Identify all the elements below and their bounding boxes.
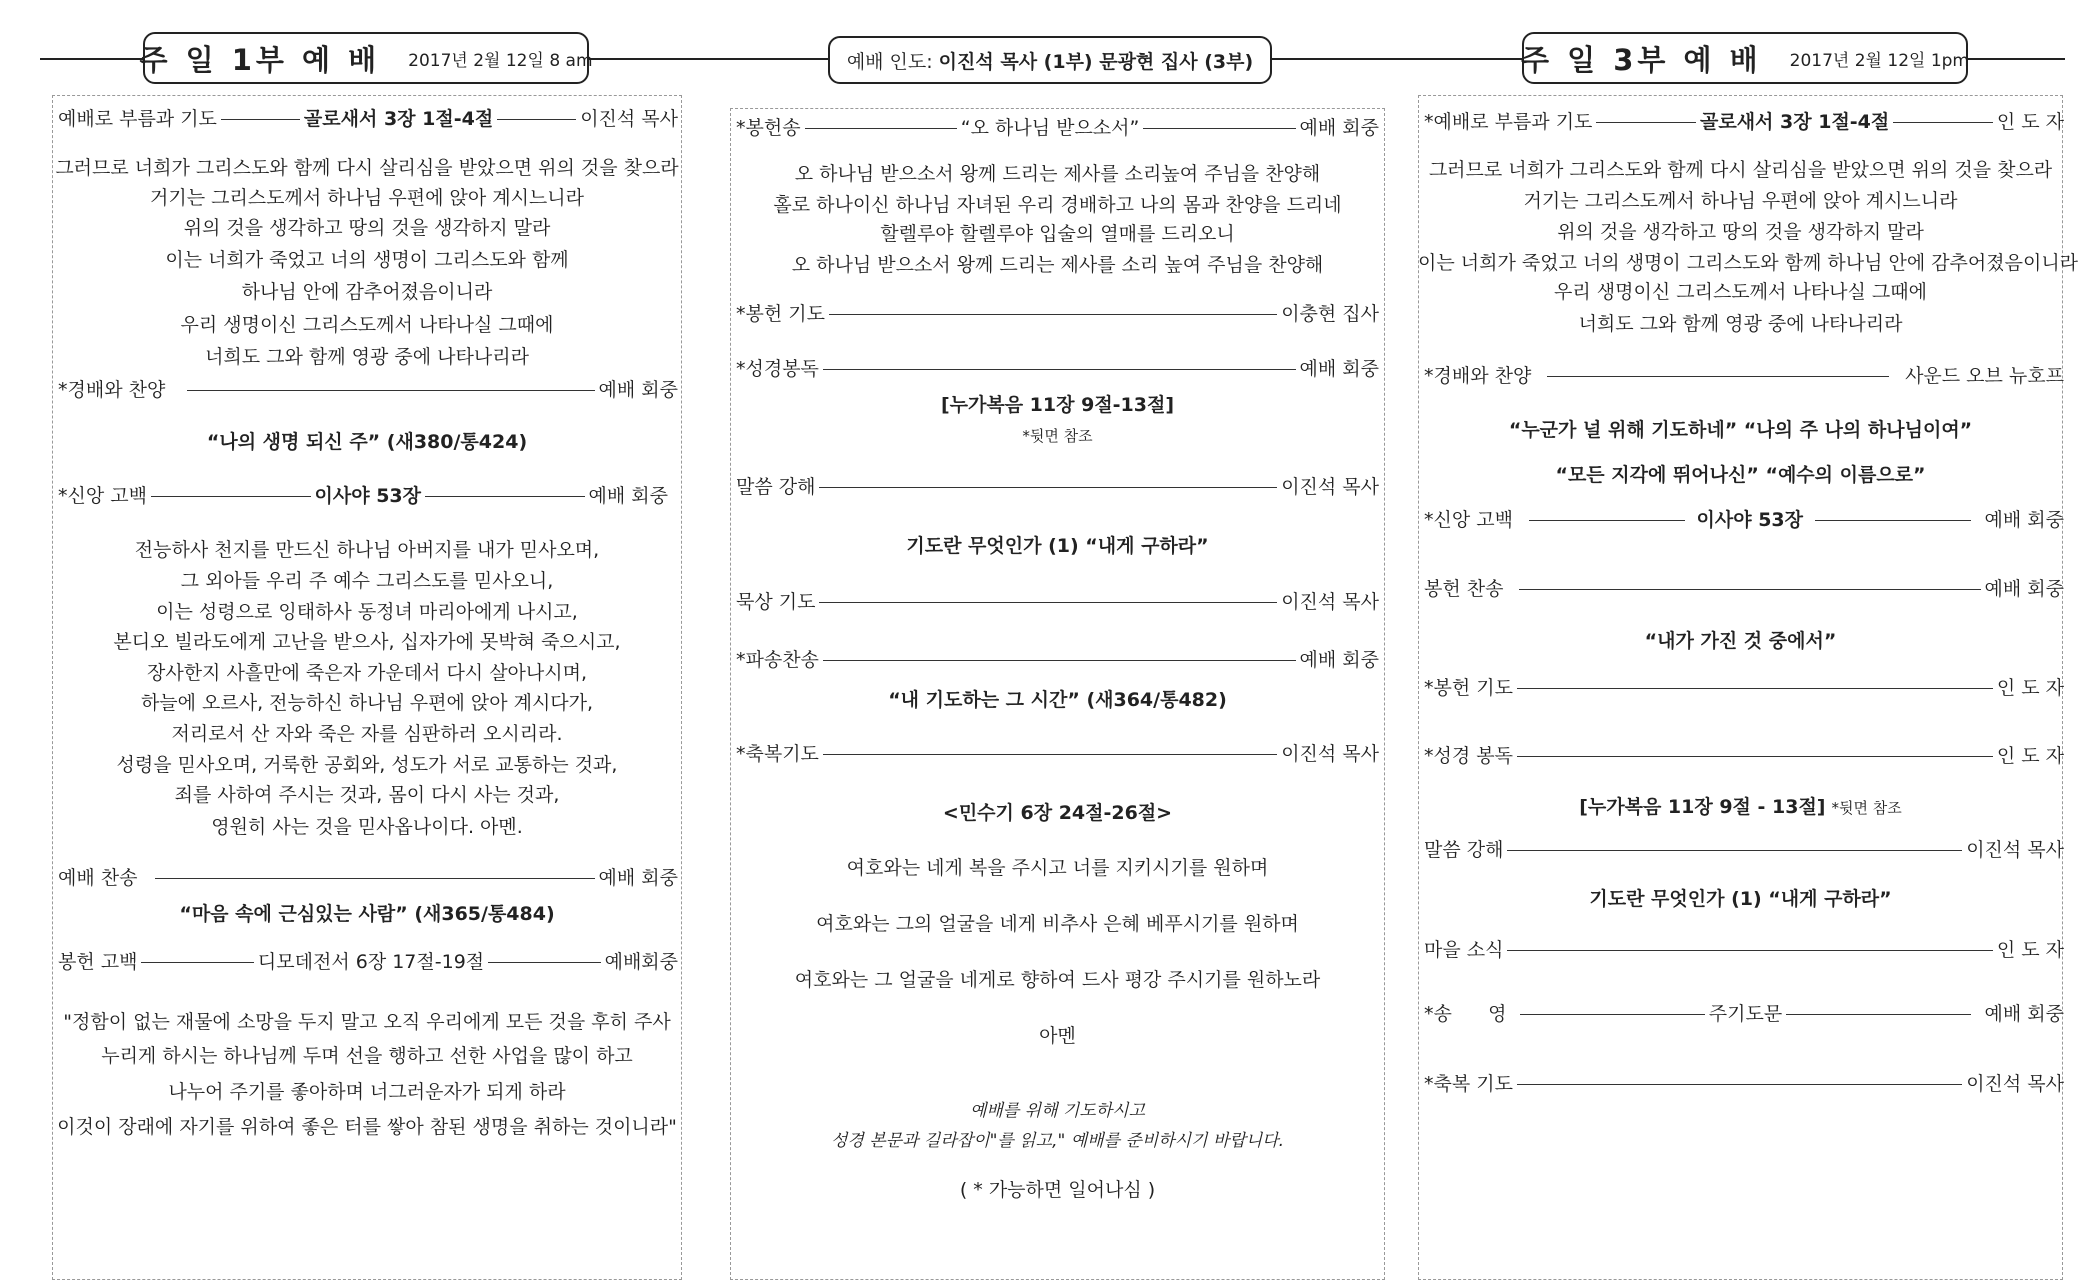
sending-hymn-title: “내 기도하는 그 시간” (새364/통482) xyxy=(888,689,1227,711)
creed-label: *신앙 고백 xyxy=(1424,509,1513,531)
text-line: 아멘 xyxy=(1039,1025,1076,1047)
text-line: 하늘에 오르사, 전능하신 하나님 우편에 앉아 계시다가, xyxy=(140,692,594,714)
leaders-names: 이진석 목사 (1부) 문광현 집사 (3부) xyxy=(938,50,1254,73)
benediction-leader: 이진석 목사 xyxy=(1281,743,1379,765)
offering-hymn-label: 봉헌 찬송 xyxy=(1424,578,1504,600)
creed-leader: 예배 회중 xyxy=(588,485,669,507)
text-line: 나누어 주기를 좋아하며 너그러운자가 되게 하라 xyxy=(168,1081,566,1103)
leader-line xyxy=(1815,520,1971,521)
text-line: 죄를 사하여 주시는 것과, 몸이 다시 사는 것과, xyxy=(174,784,560,806)
leader-line xyxy=(221,119,300,120)
call-leader: 이진석 목사 xyxy=(580,108,678,130)
praise-leader: 사운드 오브 뉴호프 xyxy=(1905,365,2064,387)
leader-line xyxy=(829,314,1277,315)
silent-prayer-label: 묵상 기도 xyxy=(736,591,816,613)
announcements-label: 마을 소식 xyxy=(1424,939,1504,961)
reading-label: *성경봉독 xyxy=(736,358,819,380)
call-label: *예배로 부름과 기도 xyxy=(1424,111,1593,133)
text-line: 너희도 그와 함께 영광 중에 나타나리라 xyxy=(205,346,529,368)
offering-hymn-line xyxy=(1424,577,2064,601)
reading-leader: 인 도 자 xyxy=(1996,745,2064,767)
leader-line xyxy=(1893,122,1993,123)
benediction-line xyxy=(1424,1072,2064,1096)
praise-leader: 예배 회중 xyxy=(598,379,678,401)
leader-line xyxy=(1517,688,1993,689)
praise-songs: “모든 지각에 뛰어나신” “예수의 이름으로” xyxy=(1555,464,1926,486)
service-3-header xyxy=(1522,32,1968,84)
lyric-line: 할렐루야 할렐루야 입술의 열매를 드리오니 xyxy=(880,223,1235,245)
text-line: 여호와는 그의 얼굴을 네게 비추사 은혜 베푸시기를 원하며 xyxy=(816,913,1299,935)
leader-line xyxy=(1529,520,1685,521)
reading-reference: [누가복음 11장 9절 - 13절] xyxy=(1579,796,1826,818)
text-line: 이는 너희가 죽었고 너의 생명이 그리스도와 함께 xyxy=(165,249,569,271)
standing-note: ( * 가능하면 일어나심 ) xyxy=(959,1179,1156,1201)
lyric-line: 홀로 하나이신 하나님 자녀된 우리 경배하고 나의 몸과 찬양을 드리네 xyxy=(773,194,1342,216)
sending-hymn-label: *파송찬송 xyxy=(736,649,819,671)
offering-leader: 예배회중 xyxy=(604,951,679,973)
offertory-song: “오 하나님 받으소서” xyxy=(960,117,1140,139)
text-line: 누리게 하시는 하나님께 두며 선을 행하고 선한 사업을 많이 하고 xyxy=(101,1045,633,1067)
text-line: 우리 생명이신 그리스도께서 나타나실 그때에 xyxy=(180,314,554,336)
creed-scripture: 이사야 53장 xyxy=(1696,509,1803,531)
leaders-prefix: 예배 인도: xyxy=(846,50,933,73)
sermon-line xyxy=(1424,838,2064,862)
leader-line xyxy=(187,390,594,391)
leader-line xyxy=(805,128,957,129)
offertory-leader: 예배 회중 xyxy=(1299,117,1380,139)
offering-prayer-line xyxy=(1424,676,2064,700)
lyric-line: 오 하나님 받으소서 왕께 드리는 제사를 소리 높여 주님을 찬양해 xyxy=(791,254,1324,276)
announcements-line xyxy=(1424,938,2064,962)
call-leader: 인 도 자 xyxy=(1996,111,2064,133)
sermon-title: 기도란 무엇인가 (1) “내게 구하라” xyxy=(1589,888,1892,910)
text-line: 장사한지 사흘만에 죽은자 가운데서 다시 살아나시며, xyxy=(146,662,588,684)
service-1-header xyxy=(139,32,593,84)
offering-prayer-label: *봉헌 기도 xyxy=(736,303,825,325)
offertory-line xyxy=(736,116,1379,140)
text-line: 여호와는 그 얼굴을 네게로 향하여 드사 평강 주시기를 원하노라 xyxy=(794,969,1321,991)
announcements-leader: 인 도 자 xyxy=(1996,939,2064,961)
reading-label: *성경 봉독 xyxy=(1424,745,1513,767)
offertory-label: *봉헌송 xyxy=(736,117,801,139)
benediction-label: *축복 기도 xyxy=(1424,1073,1513,1095)
leader-line xyxy=(819,487,1277,488)
hymn-leader: 예배 회중 xyxy=(598,867,678,889)
offering-prayer-line xyxy=(736,302,1379,326)
doxology-line xyxy=(1424,1002,2064,1026)
praise-songs: “누군가 널 위해 기도하네” “나의 주 나의 하나님이여” xyxy=(1508,419,1973,441)
sermon-leader: 이진석 목사 xyxy=(1966,839,2064,861)
text-line: 성령을 믿사오며, 거룩한 공회와, 성도가 서로 교통하는 것과, xyxy=(116,754,618,776)
preparation-note: 성경 본문과 길라잡이"를 읽고," 예배를 준비하시기 바랍니다. xyxy=(831,1131,1284,1151)
praise-label: *경배와 찬양 xyxy=(1424,365,1532,387)
leader-line xyxy=(1596,122,1696,123)
offering-confession-line xyxy=(58,950,678,974)
offering-scripture: 디모데전서 6장 17절-19절 xyxy=(257,951,485,973)
leader-line xyxy=(151,496,311,497)
doxology-leader: 예배 회중 xyxy=(1984,1003,2064,1025)
reading-leader: 예배 회중 xyxy=(1299,358,1379,380)
scripture-reading-line xyxy=(736,357,1379,381)
sermon-line xyxy=(736,475,1379,499)
leader-line xyxy=(497,119,576,120)
benediction-leader: 이진석 목사 xyxy=(1966,1073,2064,1095)
text-line: 전능하사 천지를 만드신 하나님 아버지를 내가 믿사오며, xyxy=(134,539,600,561)
offering-prayer-leader: 인 도 자 xyxy=(1996,677,2064,699)
hymn-label: 예배 찬송 xyxy=(58,867,138,889)
text-line: 이는 성령으로 잉태하사 동정녀 마리아에게 나시고, xyxy=(156,601,578,623)
reading-reference-row xyxy=(1418,795,2063,820)
doxology-label: *송 영 xyxy=(1424,1003,1507,1025)
leader-line xyxy=(1520,1014,1704,1015)
text-line: 그 외아들 우리 주 예수 그리스도를 믿사오니, xyxy=(180,570,554,592)
text-line: 본디오 빌라도에게 고난을 받으사, 십자가에 못박혀 죽으시고, xyxy=(113,631,621,653)
benediction-line xyxy=(736,742,1379,766)
offering-label: 봉헌 고백 xyxy=(58,951,138,973)
hymn-song-title: “마음 속에 근심있는 사람” (새365/통484) xyxy=(179,903,555,925)
leader-line xyxy=(141,962,253,963)
leader-line xyxy=(1786,1014,1970,1015)
creed-scripture: 이사야 53장 xyxy=(314,485,421,507)
service-3-date: 2017년 2월 12일 1pm xyxy=(1789,50,1969,71)
creed-line xyxy=(1424,508,2064,532)
offering-prayer-leader: 이충현 집사 xyxy=(1281,303,1379,325)
sending-hymn-line xyxy=(736,648,1379,672)
text-line: 위의 것을 생각하고 땅의 것을 생각하지 말라 xyxy=(1557,221,1924,243)
text-line: 영원히 사는 것을 믿사옵나이다. 아멘. xyxy=(211,816,523,838)
service-1-date: 2017년 2월 12일 8 am xyxy=(408,50,593,71)
silent-prayer-line xyxy=(736,590,1379,614)
text-line: 이는 너희가 죽었고 너의 생명이 그리스도와 함께 하나님 안에 감추어졌음이니라 xyxy=(1418,252,2079,274)
reading-note: *뒷면 참조 xyxy=(1022,427,1093,445)
leader-line xyxy=(1517,1084,1962,1085)
text-line: 너희도 그와 함께 영광 중에 나타나리라 xyxy=(1578,313,1903,335)
reading-note: *뒷면 참조 xyxy=(1831,799,1902,817)
benediction-label: *축복기도 xyxy=(736,743,819,765)
leader-line xyxy=(1547,376,1889,377)
offering-prayer-label: *봉헌 기도 xyxy=(1424,677,1513,699)
text-line: 이것이 장래에 자기를 위하여 좋은 터를 쌓아 참된 생명을 취하는 것이니라" xyxy=(57,1116,677,1138)
sending-hymn-leader: 예배 회중 xyxy=(1299,649,1379,671)
offering-hymn-title: “내가 가진 것 중에서” xyxy=(1644,630,1837,652)
sermon-leader: 이진석 목사 xyxy=(1281,476,1379,498)
sermon-label: 말씀 강해 xyxy=(1424,839,1504,861)
offering-hymn-leader: 예배 회중 xyxy=(1984,578,2064,600)
call-scripture: 골로새서 3장 1절-4절 xyxy=(303,108,494,130)
sermon-title: 기도란 무엇인가 (1) “내게 구하라” xyxy=(906,535,1209,557)
text-line: 거기는 그리스도께서 하나님 우편에 앉아 계시느니라 xyxy=(150,187,584,209)
sermon-label: 말씀 강해 xyxy=(736,476,816,498)
text-line: 여호와는 네게 복을 주시고 너를 지키시기를 원하며 xyxy=(846,857,1269,879)
doxology-song: 주기도문 xyxy=(1708,1003,1783,1025)
leader-line xyxy=(823,660,1296,661)
text-line: 그러므로 너희가 그리스도와 함께 다시 살리심을 받았으면 위의 것을 찾으라 xyxy=(1428,159,2053,181)
leader-line xyxy=(1517,756,1993,757)
text-line: 위의 것을 생각하고 땅의 것을 생각하지 말라 xyxy=(183,217,551,239)
leader-line xyxy=(823,754,1277,755)
text-line: 하나님 안에 감추어졌음이니라 xyxy=(241,281,493,303)
scripture-reading-line xyxy=(1424,744,2064,768)
praise-line xyxy=(58,378,678,402)
text-line: 우리 생명이신 그리스도께서 나타나실 그때에 xyxy=(1554,281,1927,303)
leader-line xyxy=(155,878,594,879)
text-line: "정함이 없는 재물에 소망을 두지 말고 오직 우리에게 모든 것을 후히 주사 xyxy=(63,1011,671,1033)
creed-label: *신앙 고백 xyxy=(58,485,147,507)
reading-reference: [누가복음 11장 9절-13절] xyxy=(940,394,1175,416)
worship-leaders-box xyxy=(828,36,1272,84)
creed-leader: 예배 회중 xyxy=(1984,509,2065,531)
leader-line xyxy=(425,496,585,497)
leader-line xyxy=(1519,589,1980,590)
call-to-worship-line xyxy=(58,107,678,131)
leader-line xyxy=(1507,950,1992,951)
lyric-line: 오 하나님 받으소서 왕께 드리는 제사를 소리높여 주님을 찬양해 xyxy=(794,163,1321,185)
service-3-title: 주 일 3부 예 배 xyxy=(1521,42,1762,77)
preparation-note: 예배를 위해 기도하시고 xyxy=(969,1101,1146,1121)
leader-line xyxy=(1143,128,1295,129)
praise-line xyxy=(1424,364,2064,388)
leader-line xyxy=(1507,850,1962,851)
call-to-worship-line xyxy=(1424,110,2064,134)
benediction-reference: <민수기 6장 24절-26절> xyxy=(942,802,1173,824)
leader-line xyxy=(823,369,1296,370)
call-scripture: 골로새서 3장 1절-4절 xyxy=(1700,111,1890,133)
silent-prayer-leader: 이진석 목사 xyxy=(1281,591,1379,613)
text-line: 그러므로 너희가 그리스도와 함께 다시 살리심을 받았으면 위의 것을 찾으라 xyxy=(55,157,679,179)
text-line: 거기는 그리스도께서 하나님 우편에 앉아 계시느니라 xyxy=(1523,190,1958,212)
text-line: 저리로서 산 자와 죽은 자를 심판하러 오시리라. xyxy=(171,723,563,745)
hymn-line xyxy=(58,866,678,890)
praise-label: *경배와 찬양 xyxy=(58,379,166,401)
praise-song-title: “나의 생명 되신 주” (새380/통424) xyxy=(206,431,528,453)
call-label: 예배로 부름과 기도 xyxy=(58,108,217,130)
leader-line xyxy=(488,962,600,963)
leader-line xyxy=(819,602,1277,603)
creed-line xyxy=(58,484,668,508)
service-1-title: 주 일 1부 예 배 xyxy=(139,42,381,77)
